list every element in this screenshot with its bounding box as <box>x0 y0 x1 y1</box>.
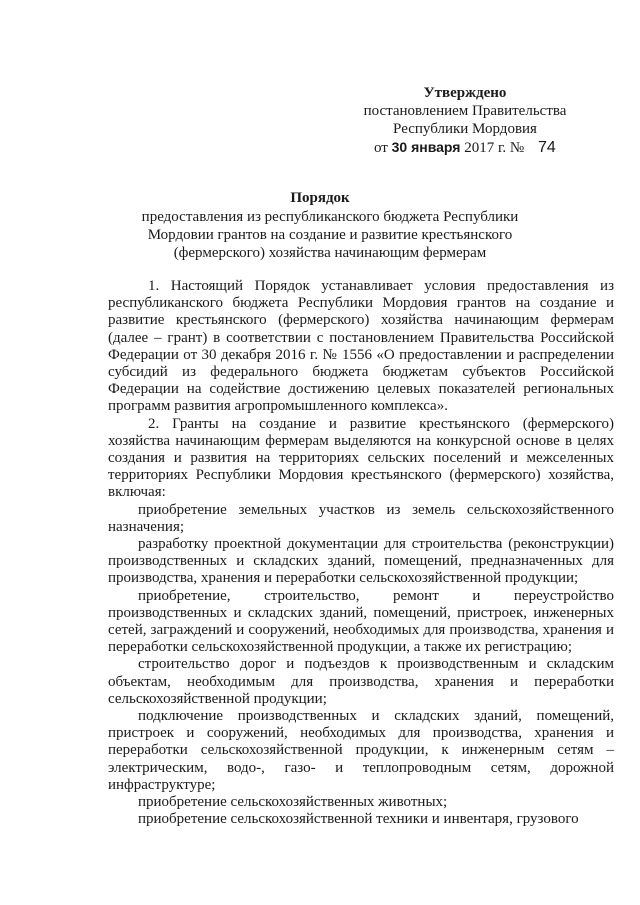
document-body <box>108 278 614 829</box>
date-year: 2017 г. № <box>464 140 525 156</box>
list-item: приобретение земельных участков из земель сельскохозяйственного назначения; <box>108 501 614 535</box>
paragraph-2: 2. Гранты на создание и развитие крестьянского (фермерского) хозяйства начинающим фермерам выделяются на конкурсной основе в целях создания и развития на территориях сельских поселений и межселенных территориях Республики Мордовия крестьянского (фермерского) хозяйства, включая: <box>108 415 614 501</box>
list-item: подключение производственных и складских зданий, помещений, пристроек и сооружений, необходимых для производства, хранения и переработки сельскохозяйственной продукции, к инженерным сетям – электрическим, водо-, газо- и теплопроводным сетям, дорожной инфраструктуре; <box>108 708 614 793</box>
date-handwritten: 30 января <box>391 139 461 155</box>
document-title: Порядок <box>290 190 350 206</box>
list-item: приобретение сельскохозяйственных животных; <box>138 794 448 811</box>
approval-block <box>340 84 590 157</box>
approval-date-line <box>364 138 590 157</box>
date-prefix: от <box>374 140 388 156</box>
decree-number: 74 <box>537 139 556 156</box>
approval-line-2: Республики Мордовия <box>393 121 537 137</box>
approval-line-1: постановлением Правительства <box>363 103 567 119</box>
list-item: разработку проектной документации для строительства (реконструкции) производственных и складских зданий, помещений, предназначенных для производства, хранения и переработки сельскохозяйственной продукции; <box>108 536 614 587</box>
approval-title: Утверждено <box>423 85 507 101</box>
list-item: приобретение сельскохозяйственной техники и инвентаря, грузового <box>138 811 579 828</box>
paragraph-1: 1. Настоящий Порядок устанавливает условия предоставления из республиканского бюджета Республики Мордовия грантов на создание и развитие крестьянского (фермерского) хозяйства начинающим фермерам (далее – грант) в соответствии с постановлением Правительства Российской Федерации от 30 декабря 2016 г. № 1556 «О предоставлении и распределении субсидий из федерального бюджета бюджетам субъектов Российской Федерации на содействие достижению целевых показателей региональных программ развития агропромышленного комплекса». <box>108 278 614 415</box>
list-item: строительство дорог и подъездов к производственным и складским объектам, необходимым для производства, хранения и переработки сельскохозяйственной продукции; <box>108 656 614 707</box>
document-subtitle: предоставления из республиканского бюджета Республики Мордовии грантов на создание и развитие крестьянского (фермерского) хозяйства начинающим фермерам <box>141 209 519 261</box>
list-item: приобретение, строительство, ремонт и переустройство производственных и складских зданий, помещений, пристроек, инженерных сетей, заграждений и сооружений, необходимых для производства, хранения и переработки сельскохозяйственной продукции, а также их регистрацию; <box>108 587 614 656</box>
